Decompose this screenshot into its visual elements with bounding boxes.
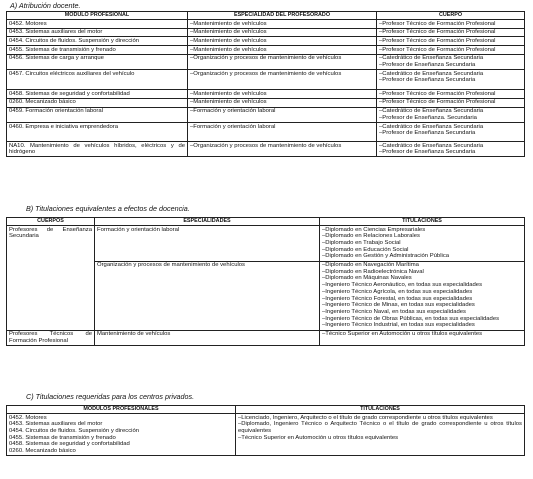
table-row: [7, 123, 525, 142]
section-b-table: [6, 217, 525, 346]
modulo-cell: 0452. Motores: [7, 20, 188, 29]
cuerpo-line: –Profesor Técnico de Formación Profesional: [379, 37, 496, 44]
modulo-line: 0453. Sistemas auxiliares del motor: [9, 421, 103, 428]
table-row: [7, 90, 525, 99]
cuerpo-cell: [377, 107, 525, 122]
table-row: [7, 70, 525, 90]
section-c-header-modulos: MÓDULOS PROFESIONALES: [7, 406, 236, 414]
section-c-title: C) Titulaciones requeridas para los centros privados.: [26, 392, 195, 401]
cuerpo-cell: Profesores Técnicos de Formación Profesional: [7, 330, 95, 345]
cuerpo-line: –Catedrático de Enseñanza Secundaria: [379, 70, 484, 77]
titulacion-line: –Diplomado, Ingeniero Técnico o Arquitecto Técnico o el título de grado correspondiente u otros títulos equivalentes: [238, 421, 522, 434]
cuerpo-line: –Profesor de Enseñanza Secundaria: [379, 62, 476, 69]
table-row: [7, 107, 525, 122]
titulaciones-cell: [236, 414, 525, 456]
section-b-header-especialidades: ESPECIALIDADES: [95, 218, 320, 226]
modulo-cell: NA10. Mantenimiento de vehículos híbridos, eléctricos y de hidrógeno: [7, 142, 188, 157]
section-c-header-titulaciones: TITULACIONES: [236, 406, 525, 414]
cuerpo-line: –Profesor Técnico de Formación Profesional: [379, 46, 496, 53]
cuerpo-line: –Profesor de Enseñanza. Secundaria: [379, 114, 477, 121]
titulacion-line: –Diplomado en Relaciones Laborales: [322, 233, 420, 240]
modulos-cell: [7, 414, 236, 456]
titulacion-line: –Diplomado en Radioelectrónica Naval: [322, 268, 424, 275]
table-row: [7, 330, 525, 345]
modulo-cell: 0260. Mecanizado básico: [7, 98, 188, 107]
titulacion-line: –Diplomado en Ciencias Empresariales: [322, 226, 426, 233]
titulacion-line: –Ingeniero Técnico Forestal, en todas sus especialidades: [322, 295, 473, 302]
especialidad-cell: Mantenimiento de vehículos: [95, 330, 320, 345]
modulo-line: 0454. Circuitos de fluidos. Suspensión y dirección: [9, 427, 139, 434]
titulacion-line: –Diplomado en Trabajo Social: [322, 239, 401, 246]
cuerpo-cell: [377, 123, 525, 142]
especialidad-cell: Organización y procesos de mantenimiento de vehículos: [95, 261, 320, 330]
titulacion-line: –Diplomado en Gestión y Administración Pública: [322, 253, 450, 260]
cuerpo-cell: [377, 46, 525, 55]
modulo-cell: 0453. Sistemas auxiliares del motor: [7, 28, 188, 37]
table-row: [7, 46, 525, 55]
especialidad-cell: –Formación y orientación laboral: [188, 107, 377, 122]
cuerpo-line: –Catedrático de Enseñanza Secundaria: [379, 108, 484, 115]
section-b-header-row: [7, 218, 525, 226]
titulacion-line: –Diplomado en Navegación Marítima: [322, 262, 419, 269]
cuerpo-line: –Profesor de Enseñanza Secundaria: [379, 149, 476, 156]
cuerpo-cell: [377, 90, 525, 99]
titulacion-line: –Ingeniero Técnico Naval, en todas sus especialidades: [322, 308, 466, 315]
table-row: [7, 98, 525, 107]
cuerpo-line: –Profesor de Enseñanza Secundaria: [379, 77, 476, 84]
titulacion-line: –Diplomado en Educación Social: [322, 246, 409, 253]
modulo-cell: 0456. Sistemas de carga y arranque: [7, 54, 188, 69]
titulacion-line: –Ingeniero Técnico Industrial, en todas sus especialidades: [322, 322, 475, 329]
cuerpo-cell: [377, 20, 525, 29]
table-row: [7, 20, 525, 29]
section-a-table: [6, 11, 525, 157]
titulacion-line: –Ingeniero Técnico Agrícola, en todas sus especialidades: [322, 288, 473, 295]
section-c-table: [6, 405, 525, 456]
especialidad-cell: –Organización y procesos de mantenimiento de vehículos: [188, 70, 377, 90]
cuerpo-line: –Profesor de Enseñanza Secundaria: [379, 130, 476, 137]
modulo-line: 0260. Mecanizado básico: [9, 448, 76, 455]
especialidad-cell: –Mantenimiento de vehículos: [188, 98, 377, 107]
titulaciones-cell: [320, 261, 525, 330]
table-row: [7, 414, 525, 456]
especialidad-cell: –Organización y procesos de mantenimiento de vehículos: [188, 54, 377, 69]
titulacion-line: –Técnico Superior en Automoción u otros títulos equivalentes: [322, 331, 483, 338]
cuerpo-line: –Profesor Técnico de Formación Profesional: [379, 99, 496, 106]
cuerpo-line: –Profesor Técnico de Formación Profesional: [379, 29, 496, 36]
section-b-header-titulaciones: TITULACIONES: [320, 218, 525, 226]
modulo-cell: 0459. Formación orientación laboral: [7, 107, 188, 122]
section-a-header-row: [7, 12, 525, 20]
modulo-line: 0455. Sistemas de transmisión y frenado: [9, 434, 116, 441]
table-row: [7, 37, 525, 46]
cuerpo-line: –Catedrático de Enseñanza Secundaria: [379, 55, 484, 62]
titulaciones-cell: [320, 330, 525, 345]
especialidad-cell: –Mantenimiento de vehículos: [188, 90, 377, 99]
titulacion-line: –Ingeniero Técnico de Obras Públicas, en todas sus especialidades: [322, 315, 500, 322]
table-row: [7, 54, 525, 69]
titulacion-line: –Diplomado en Máquinas Navales: [322, 275, 412, 282]
modulo-cell: 0458. Sistemas de seguridad y confortabilidad: [7, 90, 188, 99]
cuerpo-cell: [377, 28, 525, 37]
titulacion-line: –Ingeniero Técnico Aeronáutico, en todas sus especialidades: [322, 282, 483, 289]
section-a-header-especialidad: ESPECIALIDAD DEL PROFESORADO: [188, 12, 377, 20]
titulacion-line: –Ingeniero Técnico de Minas, en todas sus especialidades: [322, 302, 475, 309]
cuerpo-cell: [377, 54, 525, 69]
section-c-header-row: [7, 406, 525, 414]
especialidad-cell: –Mantenimiento de vehículos: [188, 37, 377, 46]
table-row: [7, 226, 525, 262]
titulacion-line: –Licenciado, Ingeniero, Arquitecto o el título de grado correspondiente u otros títulos equivalentes: [238, 414, 493, 421]
section-a-header-modulo: MÓDULO PROFESIONAL: [7, 12, 188, 20]
table-row: [7, 142, 525, 157]
cuerpo-line: –Catedrático de Enseñanza Secundaria: [379, 142, 484, 149]
modulo-line: 0458. Sistemas de seguridad y confortabilidad: [9, 441, 130, 448]
modulo-cell: 0457. Circuitos eléctricos auxiliares del vehículo: [7, 70, 188, 90]
especialidad-cell: –Mantenimiento de vehículos: [188, 20, 377, 29]
modulo-cell: 0454. Circuitos de fluidos. Suspensión y dirección: [7, 37, 188, 46]
cuerpo-cell: Profesores de Enseñanza Secundaria: [7, 226, 95, 331]
section-b-title: B) Titulaciones equivalentes a efectos de docencia.: [26, 204, 190, 213]
cuerpo-cell: [377, 142, 525, 157]
cuerpo-line: –Profesor Técnico de Formación Profesional: [379, 20, 496, 27]
cuerpo-line: –Catedrático de Enseñanza Secundaria: [379, 123, 484, 130]
modulo-cell: 0455. Sistemas de transmisión y frenado: [7, 46, 188, 55]
modulo-line: 0452. Motores: [9, 414, 47, 421]
especialidad-cell: –Organización y procesos de mantenimiento de vehículos: [188, 142, 377, 157]
especialidad-cell: –Mantenimiento de vehículos: [188, 28, 377, 37]
titulaciones-cell: [320, 226, 525, 262]
cuerpo-line: –Profesor Técnico de Formación Profesional: [379, 90, 496, 97]
cuerpo-cell: [377, 98, 525, 107]
section-a-title: A) Atribución docente.: [10, 1, 81, 10]
section-b-header-cuerpos: CUERPOS: [7, 218, 95, 226]
especialidad-cell: –Mantenimiento de vehículos: [188, 46, 377, 55]
modulo-cell: 0460. Empresa e iniciativa emprendedora: [7, 123, 188, 142]
cuerpo-cell: [377, 37, 525, 46]
titulacion-line: –Técnico Superior en Automoción u otros títulos equivalentes: [238, 434, 399, 441]
table-row: [7, 28, 525, 37]
especialidad-cell: Formación y orientación laboral: [95, 226, 320, 262]
especialidad-cell: –Formación y orientación laboral: [188, 123, 377, 142]
section-a-header-cuerpo: CUERPO: [377, 12, 525, 20]
cuerpo-cell: [377, 70, 525, 90]
